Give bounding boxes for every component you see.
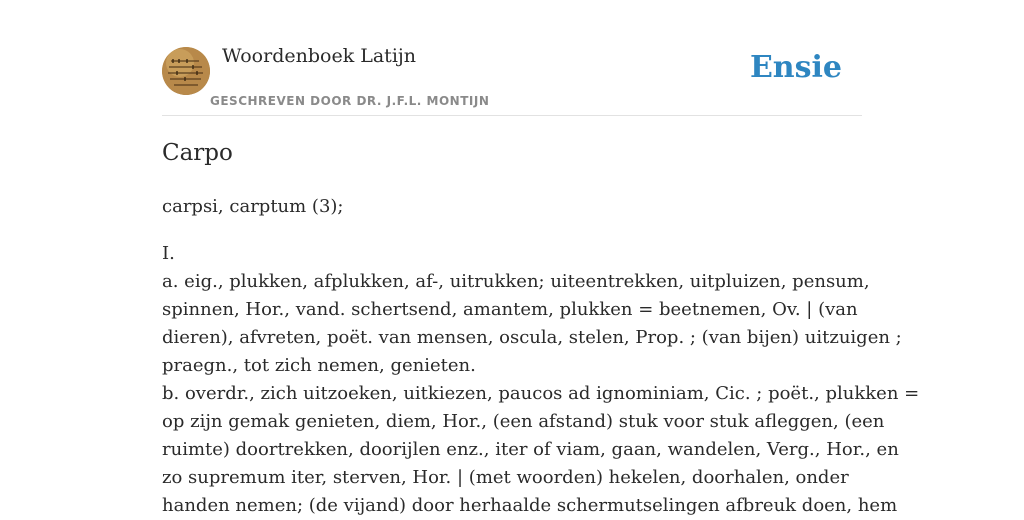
- entry-line: zo supremum iter, sterven, Hor. | (met woorden) hekelen, doorhalen, onder: [162, 467, 849, 488]
- entry-line: a. eig., plukken, afplukken, af-, uitrukken; uiteentrekken, uitpluizen, pensum,: [162, 271, 870, 292]
- book-title[interactable]: Woordenboek Latijn: [222, 45, 417, 67]
- entry-line: b. overdr., zich uitzoeken, uitkiezen, paucos ad ignominiam, Cic. ; poët., plukken =: [162, 383, 920, 404]
- entry-forms: carpsi, carptum (3);: [162, 196, 344, 217]
- entry-body: [162, 240, 920, 520]
- entry-line: spinnen, Hor., vand. schertsend, amantem, plukken = beetnemen, Ov. | (van: [162, 299, 858, 320]
- entry-title: Carpo: [162, 140, 233, 166]
- entry-line: op zijn gemak genieten, diem, Hor., (een afstand) stuk voor stuk afleggen, (een: [162, 411, 885, 432]
- header: [162, 0, 862, 116]
- brand-logo[interactable]: Ensie: [749, 50, 842, 85]
- entry-line: ruimte) doortrekken, doorijlen enz., iter of viam, gaan, wandelen, Verg., Hor., en: [162, 439, 899, 460]
- entry-line: I.: [162, 243, 175, 264]
- entry-line: praegn., tot zich nemen, genieten.: [162, 355, 476, 376]
- entry-line: dieren), afvreten, poët. van mensen, oscula, stelen, Prop. ; (van bijen) uitzuigen ;: [162, 327, 902, 348]
- author-byline: GESCHREVEN DOOR DR. J.F.L. MONTIJN: [210, 94, 490, 108]
- bronze-tablet-icon[interactable]: [162, 47, 210, 95]
- page: [162, 0, 920, 516]
- entry-line: handen nemen; (de vijand) door herhaalde schermutselingen afbreuk doen, hem: [162, 495, 898, 516]
